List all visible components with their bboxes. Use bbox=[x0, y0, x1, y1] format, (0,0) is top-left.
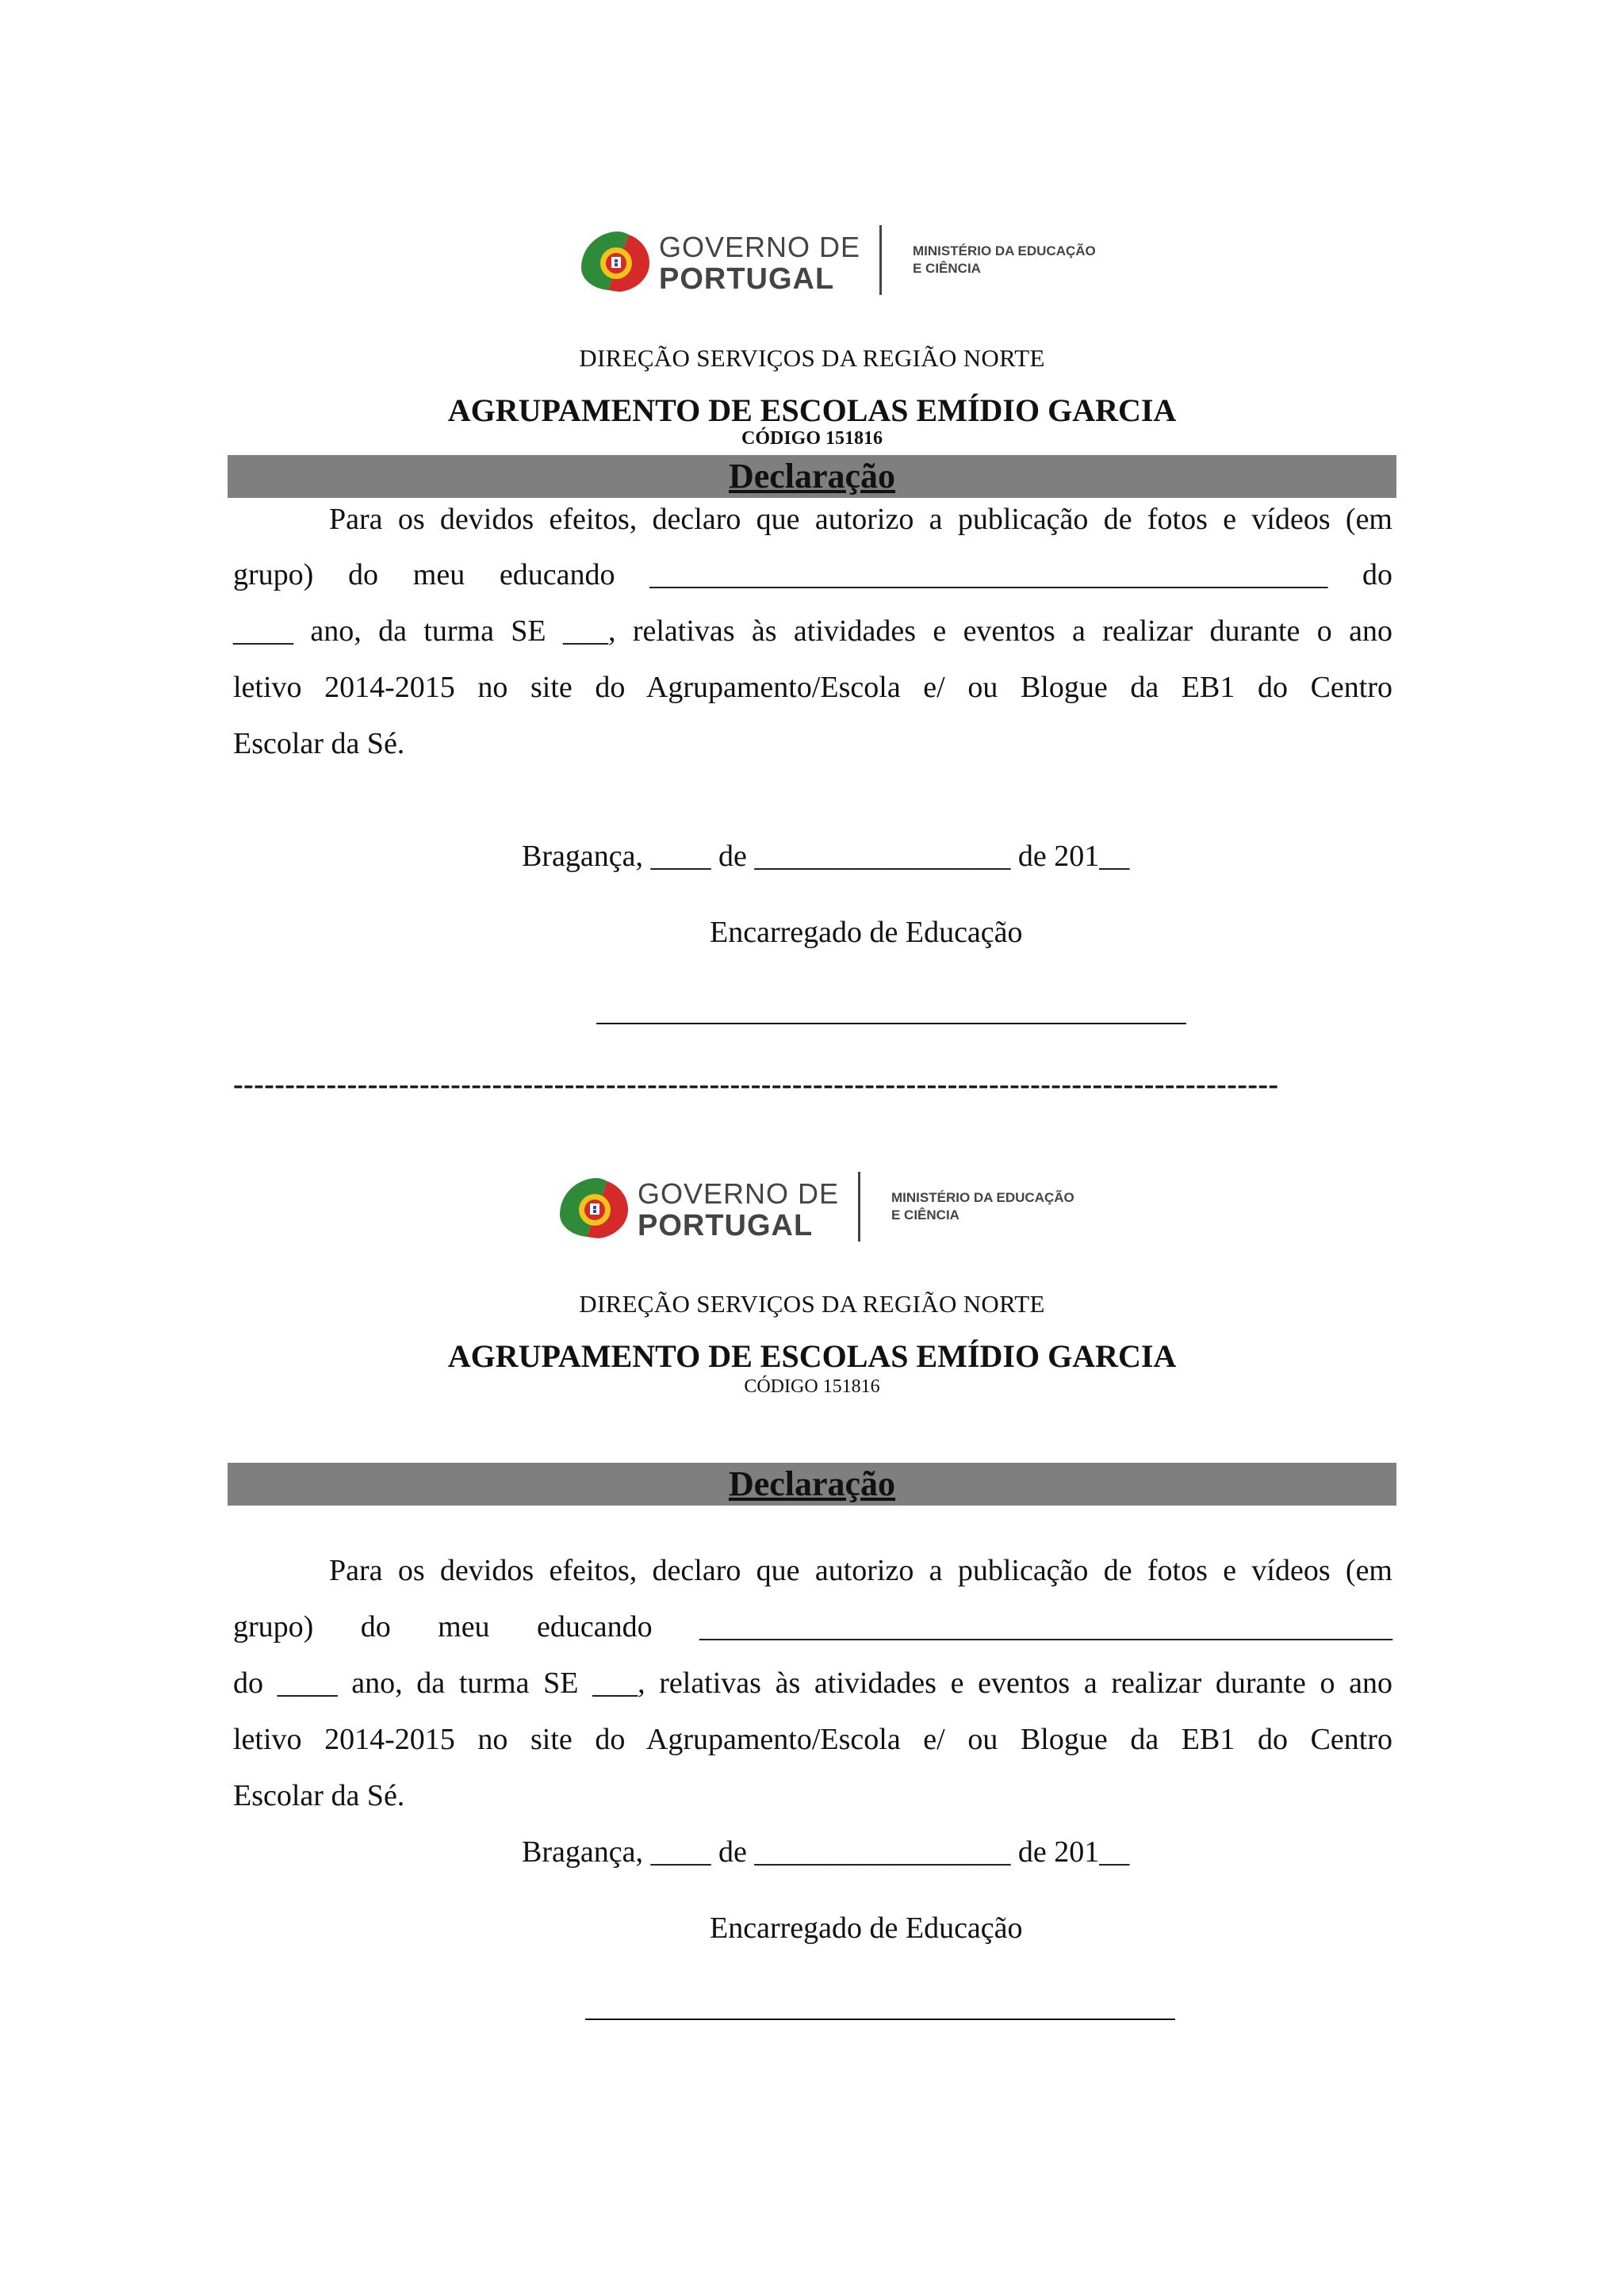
signature-line bbox=[585, 2019, 1175, 2020]
declaracao-title: Declaração bbox=[728, 457, 896, 496]
portugal-shield-icon bbox=[581, 232, 649, 292]
local-data-line: Bragança, ____ de _________________ de 201__ bbox=[522, 840, 1130, 873]
paragraph-line: grupo) do meu educando ______________________________________________ bbox=[233, 1610, 1392, 1644]
paragraph-line: letivo 2014-2015 no site do Agrupamento/Escola e/ ou Blogue da EB1 do Centro bbox=[233, 671, 1392, 704]
paragraph-line: ____ ano, da turma SE ___, relativas às atividades e eventos a realizar durante o ano bbox=[233, 614, 1392, 648]
svg-text:MINISTÉRIO DA EDUCAÇÃO: MINISTÉRIO DA EDUCAÇÃO bbox=[891, 1190, 1074, 1205]
paragraph-line: Para os devidos efeitos, declaro que autorizo a publicação de fotos e vídeos (em bbox=[329, 503, 1392, 536]
signature-line bbox=[596, 1023, 1186, 1024]
paragraph-line: Escolar da Sé. bbox=[233, 727, 405, 760]
declaracao-header-band bbox=[228, 1463, 1396, 1506]
encarregado-label: Encarregado de Educação bbox=[710, 1911, 1023, 1945]
governo-portugal-logo bbox=[576, 222, 1147, 298]
declaracao-header-band bbox=[228, 455, 1396, 498]
encarregado-label: Encarregado de Educação bbox=[710, 916, 1023, 949]
svg-text:MINISTÉRIO DA EDUCAÇÃO: MINISTÉRIO DA EDUCAÇÃO bbox=[913, 243, 1096, 258]
codigo-escola: CÓDIGO 151816 bbox=[744, 1376, 880, 1397]
cut-separator: ----------------------------------------------------------------------------------------------------- bbox=[233, 1068, 1279, 1101]
direcao-regional: DIREÇÃO SERVIÇOS DA REGIÃO NORTE bbox=[579, 344, 1045, 372]
svg-text:GOVERNO DE: GOVERNO DE bbox=[659, 231, 861, 263]
paragraph-line: grupo) do meu educando _____________________________________________ do bbox=[233, 558, 1392, 591]
paragraph-line: Para os devidos efeitos, declaro que autorizo a publicação de fotos e vídeos (em bbox=[329, 1554, 1392, 1587]
svg-text:E CIÊNCIA: E CIÊNCIA bbox=[891, 1207, 959, 1223]
direcao-regional: DIREÇÃO SERVIÇOS DA REGIÃO NORTE bbox=[579, 1290, 1045, 1318]
declaracao-title: Declaração bbox=[728, 1464, 896, 1503]
agrupamento-title: AGRUPAMENTO DE ESCOLAS EMÍDIO GARCIA bbox=[447, 1338, 1177, 1374]
codigo-escola: CÓDIGO 151816 bbox=[741, 428, 883, 449]
svg-text:GOVERNO DE: GOVERNO DE bbox=[638, 1177, 840, 1210]
svg-text:PORTUGAL: PORTUGAL bbox=[659, 262, 835, 296]
svg-text:PORTUGAL: PORTUGAL bbox=[638, 1209, 814, 1242]
portugal-shield-icon bbox=[560, 1178, 628, 1238]
svg-text:E CIÊNCIA: E CIÊNCIA bbox=[913, 261, 981, 276]
agrupamento-title: AGRUPAMENTO DE ESCOLAS EMÍDIO GARCIA bbox=[447, 392, 1177, 428]
local-data-line: Bragança, ____ de _________________ de 201__ bbox=[522, 1835, 1130, 1869]
paragraph-line: letivo 2014-2015 no site do Agrupamento/Escola e/ ou Blogue da EB1 do Centro bbox=[233, 1723, 1392, 1756]
paragraph-line: do ____ ano, da turma SE ___, relativas às atividades e eventos a realizar durante o ano bbox=[233, 1667, 1392, 1700]
governo-portugal-logo bbox=[555, 1169, 1126, 1245]
paragraph-line: Escolar da Sé. bbox=[233, 1779, 405, 1812]
